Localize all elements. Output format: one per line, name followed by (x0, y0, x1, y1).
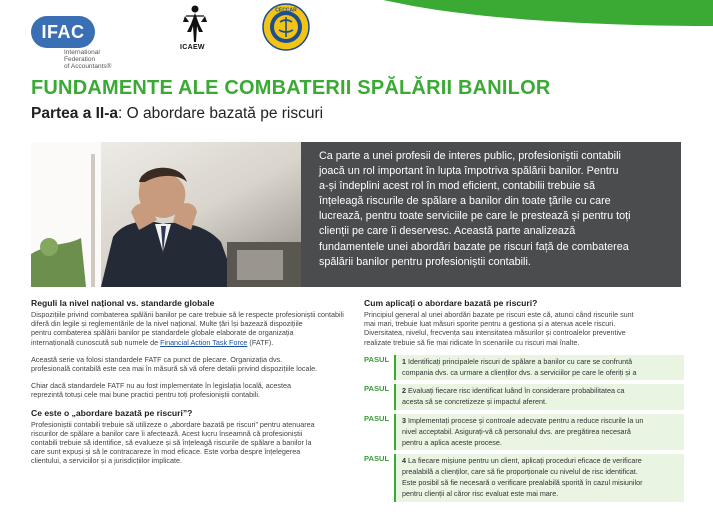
intro-line: spălării banilor pentru profesioniștii contabili. (319, 255, 531, 268)
intro-line: înțeleagă riscurile de spălare a banilor din toate țările cu care (319, 195, 611, 208)
step-number: 2 (402, 386, 406, 396)
text-line: nivel acceptabil. Asigurați-vă că personalul dvs. are pregătirea necesară (402, 426, 631, 436)
text-line: riscurilor de spălare a banilor care îi afectează. Acest lucru înseamnă că profesioniștii (31, 428, 303, 438)
text-line: Chiar dacă standardele FATF nu au fost implementate în legislația locală, acestea (31, 381, 291, 391)
text-line: Este posibil să fie necesară o verificare prealabilă sporită în cazul misiunilor (402, 477, 643, 487)
step-label: PASUL (364, 414, 390, 423)
ifac-logo (31, 16, 151, 70)
text-line: Implementați procese și controale adecvate pentru a reduce riscurile la un (408, 416, 644, 425)
intro-line: lucrează, pentru toate serviciile pe care le prestează și pentru toți (319, 210, 631, 223)
step-1 (364, 355, 684, 381)
paragraph (31, 355, 346, 373)
text-line: pentru clienții al căror risc evaluat este mai mare. (402, 488, 559, 498)
text-line: clientului, a serviciilor și a jurisdicțiilor implicate. (31, 456, 182, 466)
paragraph (364, 310, 684, 347)
step-body (394, 355, 684, 381)
text-line: realizate trebuie să fie mai ridicate în scenariile cu riscuri mai înalte. (364, 337, 580, 347)
paragraph (31, 420, 346, 466)
text-line: Această serie va folosi standardele FATF ca punct de plecare. Organizația dvs. (31, 354, 283, 364)
step-body (394, 454, 684, 501)
text-line: contabili trebuie să identifice, să evalueze și să înțeleagă riscurile de spălare a banilor la (31, 438, 312, 448)
text-line: diferă din legile și reglementările de la nivel național. Multe țări își bazează dispozițiile (31, 319, 303, 329)
text-line: internațională cunoscută sub numele de (31, 337, 161, 347)
icaew-figure-icon (182, 4, 208, 44)
step-label: PASUL (364, 384, 390, 394)
intro-box (301, 142, 681, 287)
step-3 (364, 414, 684, 450)
step-label: PASUL (364, 354, 390, 364)
step-number: 3 (402, 416, 406, 425)
ifac-logo-text: IFAC (41, 22, 85, 42)
text-line: Dispozițiile privind combaterea spălării banilor pe care trebuie să le respecte profesioniștii contabili (31, 310, 344, 319)
right-column (364, 298, 684, 506)
text-fragment: (FATF). (247, 337, 274, 347)
ifac-name-line: International (64, 49, 100, 56)
text-line: Diversitatea, nivelul, frecvența sau intensitatea măsurilor și controalelor preventive (364, 328, 626, 338)
text-line: Principiul general al unei abordări bazate pe riscuri este că, atunci când riscurile sunt (364, 310, 634, 319)
ifac-name-line: of Accountants® (64, 63, 112, 70)
text-line: Profesioniștii contabili trebuie să utilizeze o „abordare bazată pe riscuri” pentru atenuarea (31, 419, 315, 429)
text-line: prealabilă a clienților, care să fie proporționale cu nivelul de risc identificat. (402, 467, 638, 477)
text-line: care sunt expuși și să le contracareze în mod eficace. Este vorba despre înțelegerea (31, 447, 301, 457)
subtitle-part-label: Partea a II-a (31, 105, 119, 122)
intro-line: a-și îndeplini acest rol în mod eficient, contabilii trebuie să (319, 180, 596, 193)
text-line: pentru a aplica aceste procese. (402, 437, 502, 447)
ceccar-logo-text: CECCAR (275, 7, 297, 14)
fatf-link[interactable]: Financial Action Task Force (160, 337, 248, 347)
text-line: pentru combaterea spălării banilor pe standardele globale elaborate de organizația (31, 328, 294, 338)
ceccar-logo (262, 3, 310, 51)
section-heading-risk-approach: Ce este o „abordare bazată pe riscuri”? (31, 407, 193, 418)
step-4 (364, 454, 684, 501)
text-line: mai mari, trebuie luat măsuri sporite pentru a gestiona și a atenua acele riscuri. (364, 319, 616, 329)
icaew-logo-text: ICAEW (180, 44, 205, 51)
step-2 (364, 384, 684, 410)
text-line: Evaluați fiecare risc identificat luând în considerare probabilitatea ca (408, 386, 625, 396)
intro-line: clienții pe care îi deservesc. Această parte analizează (319, 225, 576, 238)
left-column (31, 298, 346, 474)
ifac-logo-mark (31, 16, 95, 48)
header-decoration (383, 0, 713, 26)
hero-photo (31, 142, 301, 287)
section-heading-apply-approach: Cum aplicați o abordare bazată pe riscuri? (364, 298, 538, 308)
text-line: compania dvs. ca urmare a clienților dvs. a serviciilor pe care le oferiți și a (402, 367, 637, 377)
step-label: PASUL (364, 454, 390, 464)
text-line: Identificați principalele riscuri de spălare a banilor cu care se confruntă (408, 356, 633, 366)
text-line: La fiecare mișiune pentru un client, aplicați proceduri eficace de verificare (408, 456, 642, 466)
intro-line: fundamentele unei abordări bazate pe riscuri față de combaterea (319, 240, 629, 253)
text-line: reprezintă totuși cele mai bune practici pentru toți profesioniștii contabili. (31, 390, 260, 400)
intro-text (319, 149, 671, 270)
intro-line: Ca parte a unei profesii de interes public, profesioniștii contabili (319, 150, 621, 162)
ifac-name-line: Federation (64, 56, 96, 63)
text-line: profesională contabilă este cea mai în măsură să vă ofere detalii privind dispozițiile locale. (31, 364, 318, 374)
text-line: acesta să se concretizeze și impactul aferent. (402, 397, 548, 407)
step-number: 1 (402, 356, 406, 366)
paragraph (31, 381, 346, 399)
icaew-logo (182, 4, 208, 52)
step-number: 4 (402, 456, 406, 466)
intro-line: joacă un rol important în lupta împotriva spălării banilor. Pentru (319, 165, 619, 178)
page-subtitle (31, 105, 323, 123)
step-body (394, 414, 684, 450)
ifac-logo-name (64, 49, 184, 70)
paragraph (31, 310, 346, 347)
page-title: FUNDAMENTE ALE COMBATERII SPĂLĂRII BANILOR (31, 77, 551, 99)
subtitle-text: : O abordare bazată pe riscuri (118, 105, 324, 122)
step-body (394, 384, 684, 410)
section-heading-national-rules: Reguli la nivel național vs. standarde globale (31, 298, 215, 308)
